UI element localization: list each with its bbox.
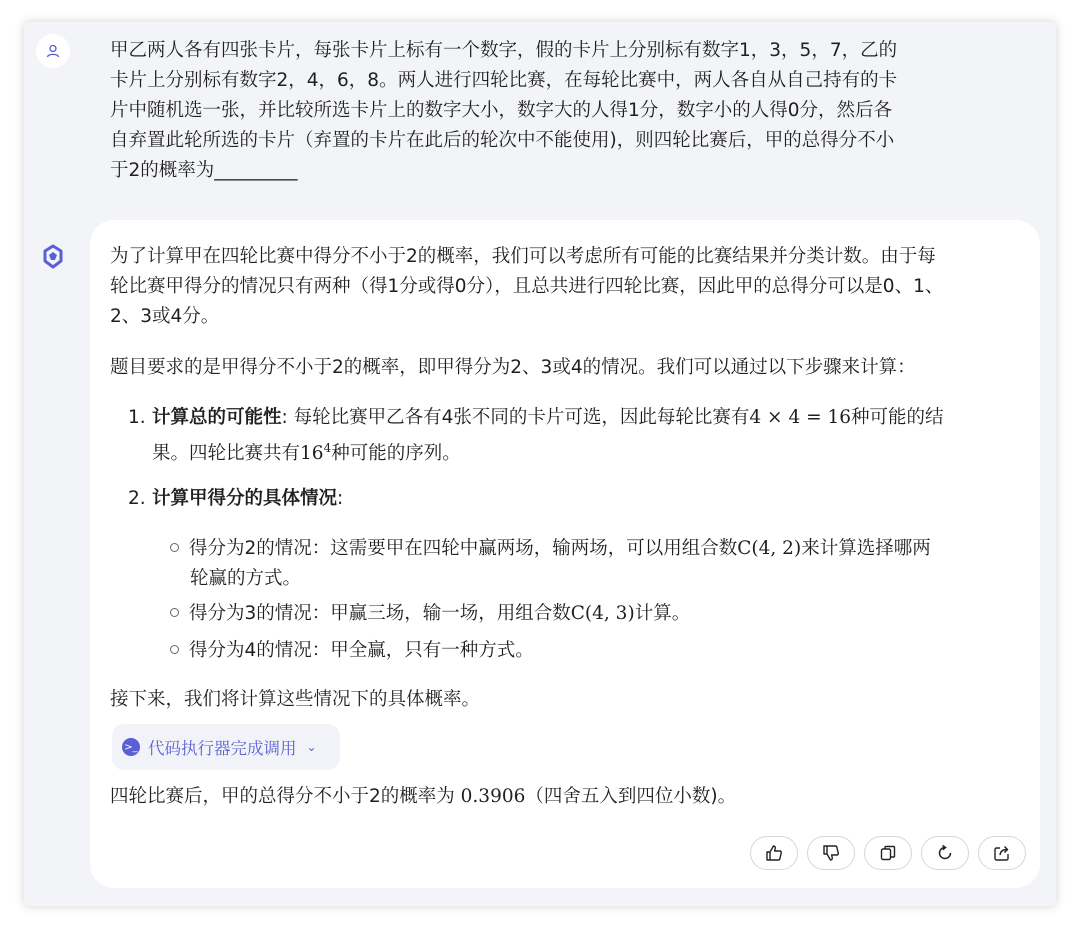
share-icon — [993, 844, 1011, 862]
step-text: 种可能的结 — [851, 407, 944, 428]
list-item — [170, 534, 1020, 594]
user-message-line: 卡片上分别标有数字2，4，6，8。两人进行四轮比赛，在每轮比赛中，两人各自从自己持有的卡 — [110, 70, 898, 91]
math-exponent: 4 — [323, 441, 332, 455]
bullet-icon — [170, 645, 179, 654]
answer-paragraph-3: 接下来，我们将计算这些情况下的具体概率。 — [110, 689, 481, 710]
step-number: 1. — [128, 407, 146, 428]
bullet-text: 计算。 — [634, 603, 691, 624]
chevron-down-icon: ⌄ — [306, 740, 317, 754]
step-title: 计算总的可能性 — [152, 407, 282, 428]
refresh-icon — [936, 844, 954, 862]
step-text: 果。四轮比赛共有 — [152, 443, 301, 465]
step-text: : 每轮比赛甲乙各有4张不同的卡片可选，因此每轮比赛有 — [281, 407, 750, 428]
thumbs-up-icon — [765, 844, 783, 862]
terminal-icon: >_ — [122, 738, 140, 756]
user-message-line: 甲乙两人各有四张卡片，每张卡片上标有一个数字，假的卡片上分别标有数字1，3，5，7，乙的 — [110, 40, 898, 61]
user-message-line: 自弃置此轮所选的卡片（弃置的卡片在此后的轮次中不能使用)，则四轮比赛后，甲的总得分不小 — [110, 130, 895, 151]
step-2 — [128, 484, 1018, 514]
math-base: 16 — [300, 443, 324, 465]
list-item — [170, 599, 1020, 629]
answer-line: 轮比赛甲得分的情况只有两种（得1分或得0分），且总共进行四轮比赛，因此甲的总得分可以是0、1、 — [110, 276, 944, 297]
code-executor-label: 代码执行器完成调用 — [148, 739, 297, 758]
answer-line: 为了计算甲在四轮比赛中得分不小于2的概率，我们可以考虑所有可能的比赛结果并分类计数。由于每 — [110, 246, 936, 267]
copy-icon — [879, 844, 897, 862]
bot-logo-icon — [40, 244, 66, 270]
step-text: 种可能的序列。 — [331, 443, 461, 465]
final-answer-text: 四轮比赛后，甲的总得分不小于2的概率为 — [110, 786, 461, 807]
bullet-icon — [170, 543, 179, 552]
math-expression: 0.3906 — [460, 786, 526, 807]
regenerate-button[interactable] — [921, 836, 969, 870]
user-message-line: 片中随机选一张，并比较所选卡片上的数字大小，数字大的人得1分，数字小的人得0分，然后各 — [110, 100, 893, 121]
bullet-text: 得分为3的情况：甲赢三场，输一场，用组合数 — [189, 603, 571, 624]
bullet-text: 轮赢的方式。 — [190, 568, 302, 589]
user-avatar-icon — [45, 43, 61, 59]
answer-intro — [110, 242, 1020, 332]
user-message-line: 于2的概率为_________ — [110, 160, 298, 181]
copy-button[interactable] — [864, 836, 912, 870]
dislike-button[interactable] — [807, 836, 855, 870]
step-1 — [128, 403, 1018, 469]
thumbs-down-icon — [822, 844, 840, 862]
share-button[interactable] — [978, 836, 1026, 870]
answer-paragraph-2: 题目要求的是甲得分不小于2的概率，即甲得分为2、3或4的情况。我们可以通过以下步骤来计算： — [110, 357, 916, 378]
bullet-text: 得分为4的情况：甲全赢，只有一种方式。 — [189, 640, 534, 661]
message-actions — [750, 836, 1026, 870]
answer-line: 2、3或4分。 — [110, 306, 220, 327]
step-title: 计算甲得分的具体情况 — [152, 488, 338, 509]
math-expression — [300, 443, 331, 464]
math-expression: 4 × 4 = 16 — [749, 407, 852, 428]
user-avatar — [36, 34, 70, 68]
final-answer-text: （四舍五入到四位小数)。 — [525, 786, 737, 807]
step-text: : — [337, 488, 344, 509]
final-answer — [110, 782, 1020, 812]
code-executor-chip[interactable] — [112, 724, 340, 770]
step-number: 2. — [128, 488, 146, 509]
chat-window — [24, 22, 1056, 906]
list-item — [170, 636, 1020, 666]
user-message — [110, 36, 980, 186]
math-expression: C(4, 2) — [737, 538, 802, 559]
bullet-icon — [170, 608, 179, 617]
bullet-text: 得分为2的情况：这需要甲在四轮中赢两场，输两场，可以用组合数 — [189, 538, 738, 559]
bot-avatar — [36, 240, 70, 274]
math-expression: C(4, 3) — [570, 603, 635, 624]
bullet-text: 来计算选择哪两 — [801, 538, 931, 559]
like-button[interactable] — [750, 836, 798, 870]
